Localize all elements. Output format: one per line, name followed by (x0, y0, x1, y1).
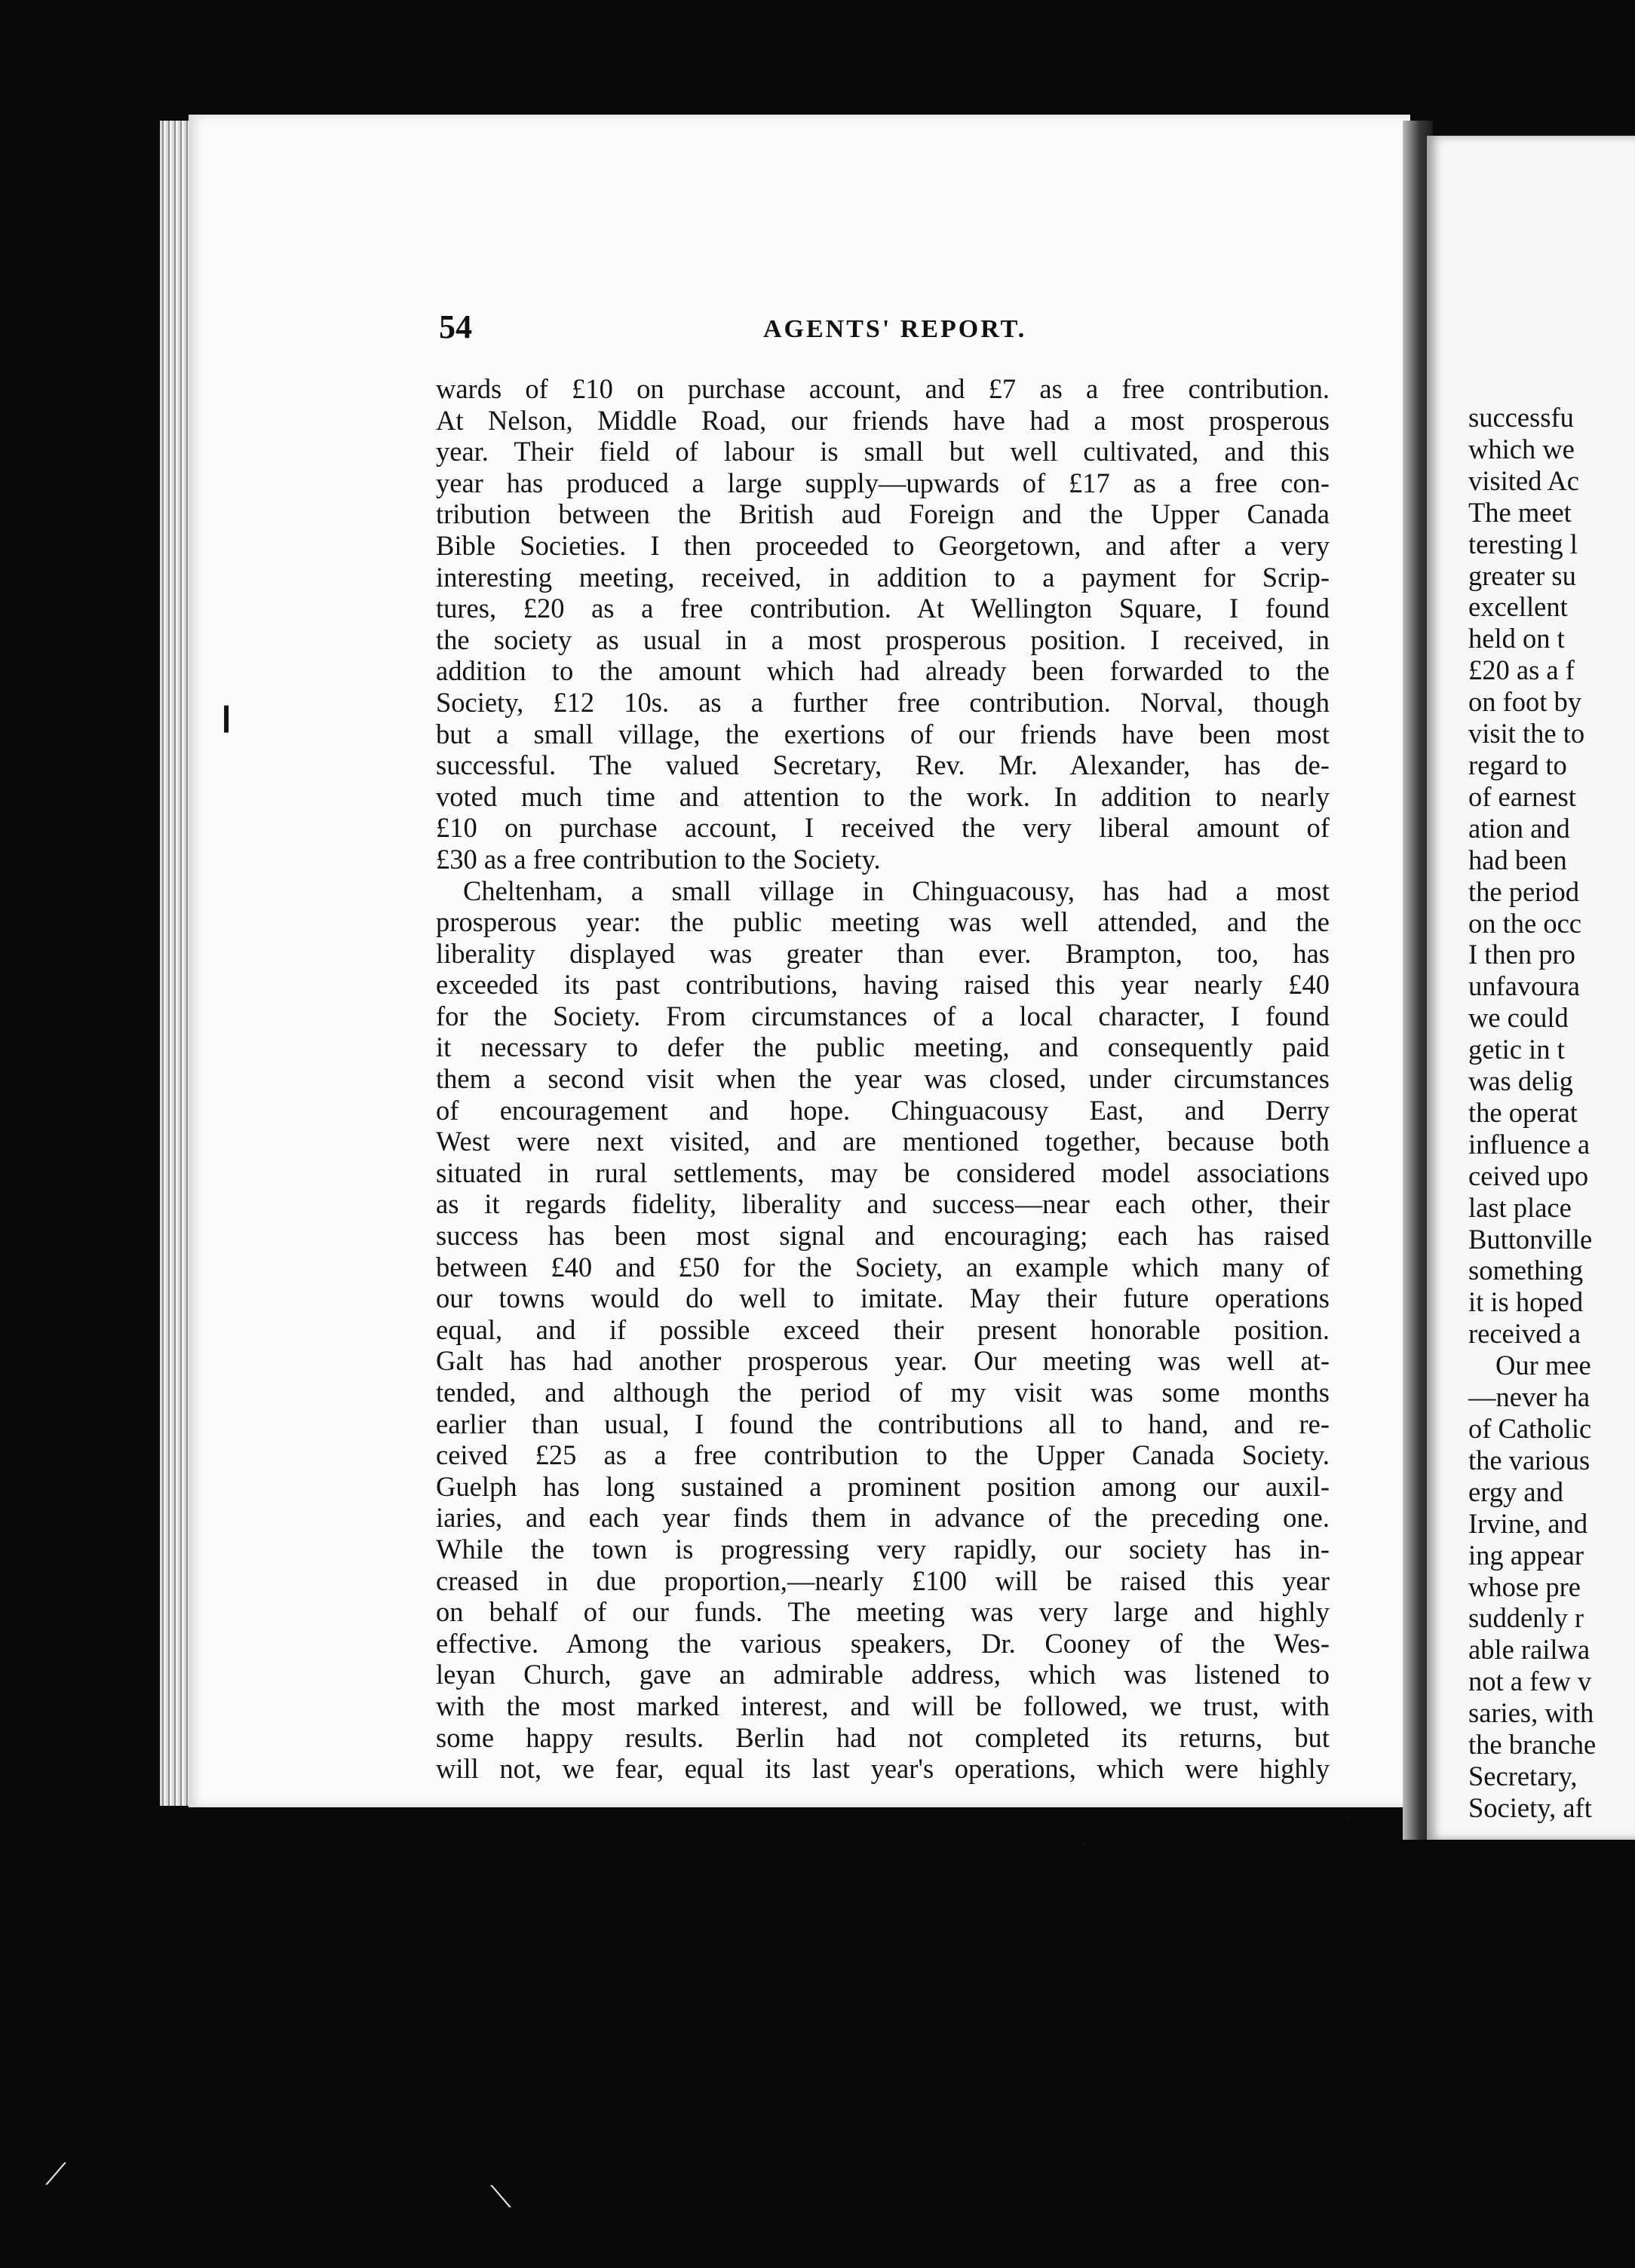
text-line: leyan Church, gave an admirable address, which was listened to (436, 1659, 1330, 1690)
text-line: some happy results. Berlin had not completed its returns, but (436, 1721, 1330, 1753)
right-text-fragment: able railwa (1468, 1634, 1591, 1666)
text-line: equal, and if possible exceed their present honorable position. (436, 1313, 1330, 1345)
right-text-fragment: —never ha (1468, 1381, 1591, 1413)
text-line: for the Society. From circumstances of a local character, I found (436, 1000, 1330, 1031)
right-text-fragment: of earnest (1468, 780, 1576, 812)
book-page-edges (160, 121, 190, 1806)
right-text-fragment: last place (1468, 1191, 1572, 1223)
right-page-text (1468, 402, 1635, 1824)
right-text-fragment: received a (1468, 1318, 1581, 1350)
text-line: tribution between the British aud Foreign and the Upper Canada (436, 498, 1330, 530)
text-line: but a small village, the exertions of our friends have been most (436, 718, 1330, 749)
text-line: tures, £20 as a free contribution. At Wellington Square, I found (436, 593, 1330, 624)
right-text-fragment: visit the to (1468, 718, 1585, 749)
right-text-fragment: we could (1468, 1002, 1569, 1034)
right-text-fragment: which we (1468, 433, 1575, 464)
right-text-fragment: something (1468, 1255, 1584, 1286)
right-text-fragment: on the occ (1468, 907, 1581, 939)
right-text-fragment: of Catholic (1468, 1413, 1592, 1444)
text-line: situated in rural settlements, may be considered model associations (436, 1157, 1330, 1188)
text-line: with the most marked interest, and will be followed, we trust, with (436, 1690, 1330, 1721)
right-text-fragment: regard to (1468, 749, 1567, 780)
text-line: will not, we fear, equal its last year's operations, which were highly (436, 1753, 1330, 1785)
text-line: as it regards fidelity, liberality and success—near each other, their (436, 1188, 1330, 1220)
text-line: Cheltenham, a small village in Chinguacousy, has had a most (463, 875, 1330, 906)
right-text-fragment: Our mee (1495, 1350, 1591, 1381)
right-text-fragment: unfavoura (1468, 970, 1580, 1002)
margin-mark-icon: ❙ (215, 702, 238, 732)
right-text-fragment: saries, with (1468, 1697, 1594, 1729)
right-text-fragment: The meet (1468, 496, 1572, 528)
scan-artifact-icon: ⟍ (490, 2180, 511, 2214)
text-line: it necessary to defer the public meeting, and consequently paid (436, 1031, 1330, 1063)
scan-artifact-icon: ⟋ (45, 2157, 66, 2191)
right-text-fragment: successfu (1468, 402, 1574, 433)
text-line: At Nelson, Middle Road, our friends have had a most prosperous (436, 404, 1330, 436)
running-head (439, 308, 1329, 353)
right-text-fragment: had been (1468, 844, 1567, 875)
text-line: interesting meeting, received, in addition to a payment for Scrip- (436, 561, 1330, 593)
right-text-fragment: getic in t (1468, 1034, 1565, 1065)
text-line: effective. Among the various speakers, Dr. Cooney of the Wes- (436, 1627, 1330, 1659)
text-line: Society, £12 10s. as a further free contribution. Norval, though (436, 686, 1330, 718)
text-line: successful. The valued Secretary, Rev. Mr. Alexander, has de- (436, 749, 1330, 781)
text-line: success has been most signal and encouraging; each has raised (436, 1220, 1330, 1252)
text-line: Guelph has long sustained a prominent position among our auxil- (436, 1470, 1330, 1502)
right-text-fragment: the various (1468, 1444, 1591, 1476)
right-text-fragment: suddenly r (1468, 1602, 1584, 1634)
right-text-fragment: on foot by (1468, 686, 1582, 718)
right-text-fragment: excellent (1468, 591, 1568, 623)
right-text-fragment: the operat (1468, 1096, 1578, 1128)
right-text-fragment: ceived upo (1468, 1160, 1589, 1191)
text-line: Bible Societies. I then proceeded to Georgetown, and after a very (436, 529, 1330, 561)
running-title: AGENTS' REPORT. (763, 315, 1027, 343)
text-line: wards of £10 on purchase account, and £7 as a free contribution. (436, 373, 1330, 404)
right-text-fragment: was delig (1468, 1065, 1573, 1097)
right-text-fragment: held on t (1468, 623, 1565, 654)
text-line: £10 on purchase account, I received the very liberal amount of (436, 812, 1330, 844)
text-line: year has produced a large supply—upwards of £17 as a free con- (436, 467, 1330, 498)
right-text-fragment: the branche (1468, 1729, 1597, 1761)
text-line: creased in due proportion,—nearly £100 will be raised this year (436, 1565, 1330, 1596)
right-text-fragment: teresting l (1468, 528, 1578, 559)
right-text-fragment: greater su (1468, 559, 1576, 591)
right-text-fragment: Secretary, (1468, 1760, 1578, 1791)
right-text-fragment: it is hoped (1468, 1286, 1584, 1318)
right-text-fragment: Society, aft (1468, 1791, 1592, 1823)
text-line: ceived £25 as a free contribution to the Upper Canada Society. (436, 1439, 1330, 1471)
right-text-fragment: ergy and (1468, 1476, 1564, 1507)
body-text (436, 373, 1330, 1785)
text-line: on behalf of our funds. The meeting was very large and highly (436, 1596, 1330, 1628)
text-line: iaries, and each year finds them in advance of the preceding one. (436, 1502, 1330, 1534)
right-text-fragment: Irvine, and (1468, 1507, 1588, 1539)
text-line: West were next visited, and are mentioned together, because both (436, 1126, 1330, 1157)
right-text-fragment: ing appear (1468, 1539, 1584, 1571)
text-line: tended, and although the period of my visit was some months (436, 1377, 1330, 1408)
text-line: the society as usual in a most prosperous position. I received, in (436, 624, 1330, 655)
text-line: them a second visit when the year was closed, under circumstances (436, 1063, 1330, 1095)
page-number: 54 (439, 308, 472, 345)
ink-dot-icon: ● (1082, 1840, 1087, 1848)
text-line: £30 as a free contribution to the Society. (436, 843, 881, 875)
right-text-fragment: ation and (1468, 812, 1570, 844)
right-text-fragment: Buttonville (1468, 1223, 1593, 1255)
right-text-fragment: not a few v (1468, 1666, 1592, 1697)
text-line: between £40 and £50 for the Society, an example which many of (436, 1251, 1330, 1283)
text-line: exceeded its past contributions, having raised this year nearly £40 (436, 969, 1330, 1001)
right-text-fragment: £20 as a f (1468, 654, 1575, 686)
text-line: While the town is progressing very rapidly, our society has in- (436, 1533, 1330, 1565)
text-line: Galt has had another prosperous year. Our meeting was well at- (436, 1345, 1330, 1377)
text-line: voted much time and attention to the work. In addition to nearly (436, 780, 1330, 812)
text-line: prosperous year: the public meeting was well attended, and the (436, 906, 1330, 938)
right-text-fragment: whose pre (1468, 1571, 1581, 1602)
right-text-fragment: influence a (1468, 1128, 1591, 1160)
text-line: year. Their field of labour is small but well cultivated, and this (436, 436, 1330, 467)
text-line: earlier than usual, I found the contributions all to hand, and re- (436, 1408, 1330, 1439)
right-text-fragment: I then pro (1468, 939, 1575, 970)
text-line: liberality displayed was greater than ever. Brampton, too, has (436, 937, 1330, 969)
text-line: of encouragement and hope. Chinguacousy East, and Derry (436, 1094, 1330, 1126)
right-text-fragment: the period (1468, 875, 1579, 907)
text-line: addition to the amount which had already been forwarded to the (436, 655, 1330, 687)
text-line: our towns would do well to imitate. May their future operations (436, 1283, 1330, 1314)
ink-dot-icon: ● (1345, 1813, 1351, 1824)
right-text-fragment: visited Ac (1468, 464, 1579, 496)
